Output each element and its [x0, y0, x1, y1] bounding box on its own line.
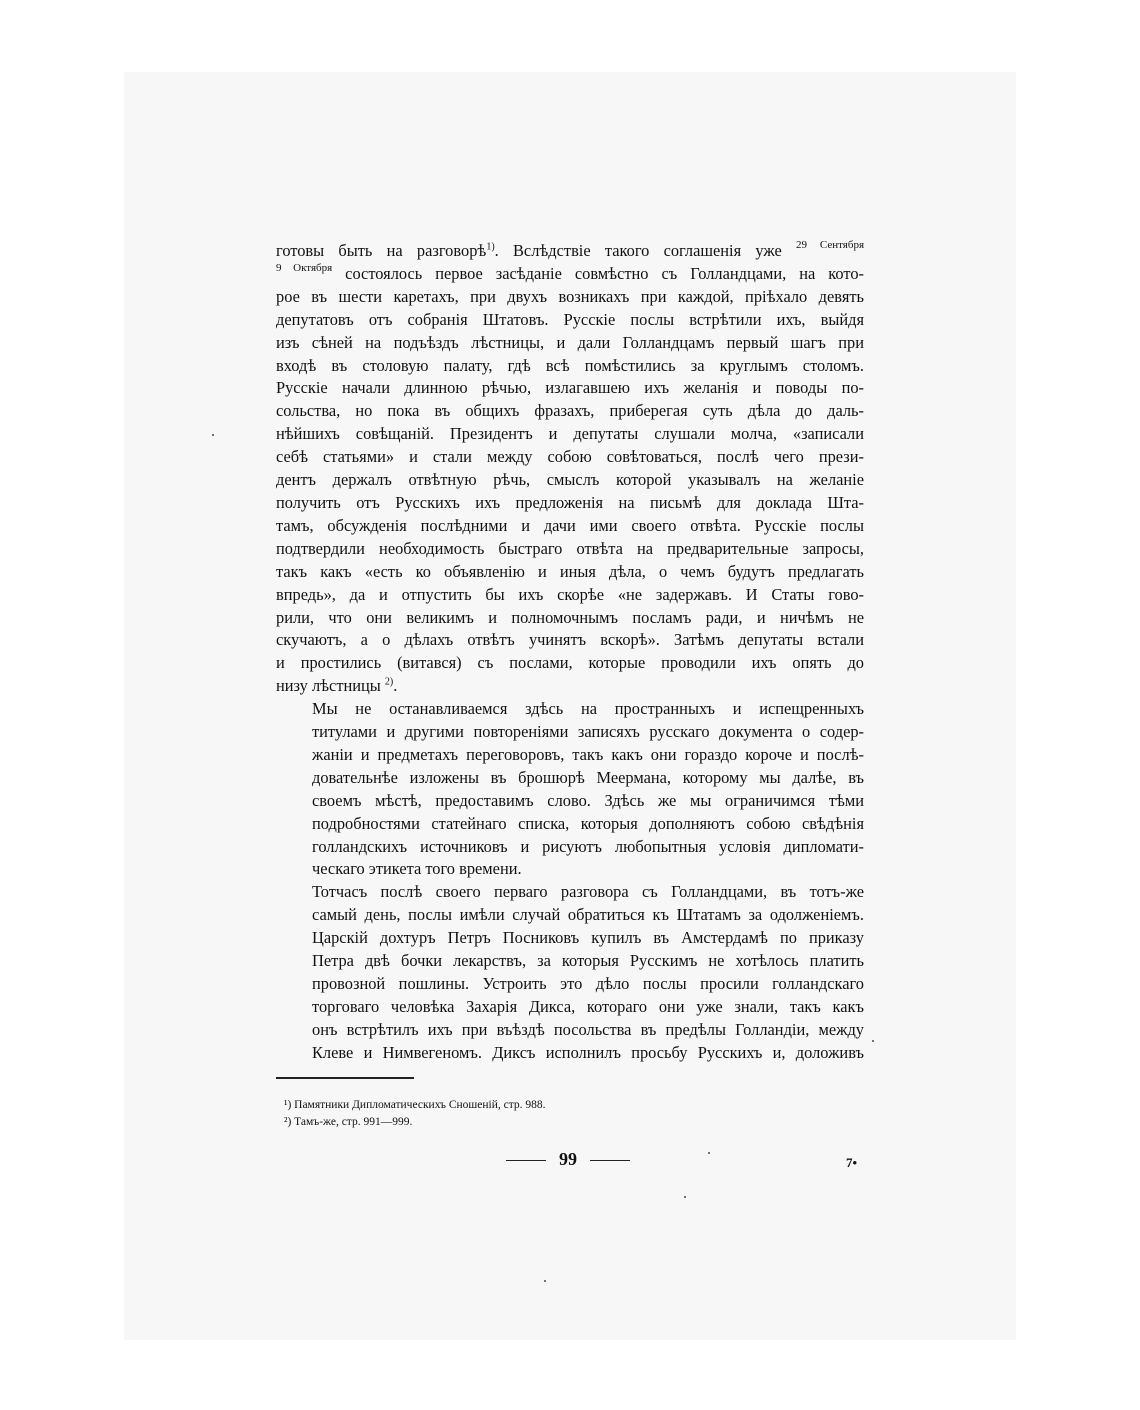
scan-speck [708, 1152, 710, 1154]
footnote-ref-1: 1) [486, 241, 495, 253]
text-line: жаніи и предметахъ переговоровъ, такъ какъ они гораздо короче и послѣ- [312, 744, 864, 764]
scan-speck [684, 1196, 686, 1198]
text-line: впредь», да и отпустить бы ихъ скорѣе «не задержавъ. И Статы гово- [276, 584, 864, 604]
footnote-ref-2: 2) [384, 676, 394, 688]
text-line: и простились (витався) съ послами, которые проводили ихъ опять до [276, 653, 864, 673]
text-line: Тотчасъ послѣ своего перваго разговора съ Голландцами, въ тотъ-же [312, 882, 864, 902]
date-old-style: 29 Сентября [796, 239, 865, 251]
page-number-dash-left [506, 1160, 546, 1161]
text-line: титулами и другими повтореніями записяхъ русскаго документа о содер- [312, 722, 864, 742]
text-segment: низу лѣстницы [276, 676, 381, 696]
paragraph-3 [276, 881, 864, 1064]
page-number: 99 [559, 1149, 577, 1169]
text-line: торговаго человѣка Захарія Дикса, котораго они уже знали, такъ какъ [312, 996, 864, 1016]
text-line: низу лѣстницы $^{2)}$. [276, 676, 398, 696]
text-line: онъ встрѣтилъ ихъ при въѣздѣ посольства въ предѣлы Голландіи, между [312, 1019, 864, 1039]
text-line: довательнѣе изложены въ брошюрѣ Меермана, которому мы далѣе, въ [312, 767, 864, 787]
date-new-style: 9 Октября [276, 261, 333, 274]
text-line: рили, что они великимъ и полномочнымъ посламъ ради, и ничѣмъ не [276, 607, 864, 627]
text-line: Клеве и Нимвегеномъ. Диксъ исполнилъ просьбу Русскихъ и, доложивъ [312, 1042, 864, 1062]
text-line: рое въ шести каретахъ, при двухъ возникахъ при каждой, пріѣхало девять [276, 286, 864, 306]
footnotes [284, 1097, 844, 1131]
signature-mark: 7• [846, 1155, 858, 1170]
text-line: тамъ, обсужденія послѣдними и дачи ими своего отвѣта. Русскіе послы [276, 515, 864, 535]
footnote-separator [276, 1077, 414, 1079]
scan-speck [544, 1280, 546, 1282]
text-line: такъ какъ «есть ко объявленію и иныя дѣла, о чемъ будутъ предлагать [276, 561, 864, 581]
paragraph-1 [276, 240, 864, 698]
text-line: готовы быть на разговорѣ$^{1)}$. Вслѣдствіе такого соглашенія уже $^{29 Сентября}$ [276, 239, 865, 260]
text-segment: Вслѣдствіе такого соглашенія уже [513, 241, 782, 260]
text-line: Мы не останавливаемся здѣсь на пространныхъ и испещренныхъ [312, 699, 864, 719]
text-line: своемъ мѣстѣ, предоставимъ слово. Здѣсь же мы ограничимся тѣми [312, 790, 864, 810]
text-line: самый день, послы имѣли случай обратиться къ Штатамъ за одолженіемъ. [312, 905, 864, 925]
footnote-1: ¹) Памятники Дипломатическихъ Сношеній, стр. 988. [284, 1099, 546, 1111]
main-text [276, 240, 864, 1065]
text-line: ческаго этикета того времени. [312, 859, 522, 879]
text-line: изъ сѣней на подъѣздъ лѣстницы, и дали Голландцамъ первый шагъ при [276, 332, 864, 352]
text-line: дентъ держалъ отвѣтную рѣчь, смыслъ которой указывалъ на желаніе [276, 470, 864, 490]
text-line: депутатовъ отъ собранія Штатовъ. Русскіе послы встрѣтили ихъ, выйдя [276, 309, 864, 329]
text-line: Царскій дохтуръ Петръ Посниковъ купилъ въ Амстердамѣ по приказу [312, 928, 864, 948]
page-number-row [506, 1147, 630, 1173]
scan-speck [872, 1040, 874, 1042]
text-line: Русскіе начали длинною рѣчью, излагавшею ихъ желанія и поводы по- [276, 378, 864, 398]
text-line: сольства, но пока въ общихъ фразахъ, приберегая суть дѣла до даль- [276, 401, 864, 421]
text-line: нѣйшихъ совѣщаній. Президентъ и депутаты слушали молча, «записали [276, 424, 864, 444]
text-segment: состоялось первое засѣданіе совмѣстно съ Голландцами, на кото- [345, 263, 864, 283]
text-line: скучаютъ, а о дѣлахъ отвѣтъ учинятъ вскорѣ». Затѣмъ депутаты встали [276, 630, 864, 650]
text-line: провозной пошлины. Устроить это дѣло послы просили голландскаго [312, 974, 864, 993]
footnote-2: ²) Тамъ-же, стр. 991—999. [284, 1116, 413, 1128]
page-number-dash-right [590, 1160, 630, 1161]
text-line: себѣ статьями» и стали между собою совѣтоваться, послѣ чего прези- [276, 447, 864, 467]
text-line: входѣ въ столовую палату, гдѣ всѣ помѣстились за круглымъ столомъ. [276, 355, 864, 375]
text-segment: готовы быть на разговорѣ [276, 241, 487, 260]
text-line: подробностями статейнаго списка, которыя дополняютъ собою свѣдѣнія [312, 813, 864, 833]
scan-speck [212, 434, 214, 436]
text-line: голландскихъ источниковъ и рисуютъ любопытныя условія дипломати- [312, 836, 864, 856]
text-line: Петра двѣ бочки лекарствъ, за которыя Русскимъ не хотѣлось платить [312, 951, 864, 971]
text-line: подтвердили необходимость быстраго отвѣта на предварительные запросы, [276, 538, 864, 558]
text-line [276, 263, 864, 286]
paragraph-2 [276, 698, 864, 881]
text-line: получить отъ Русскихъ ихъ предложенія на письмѣ для доклада Шта- [276, 492, 864, 512]
